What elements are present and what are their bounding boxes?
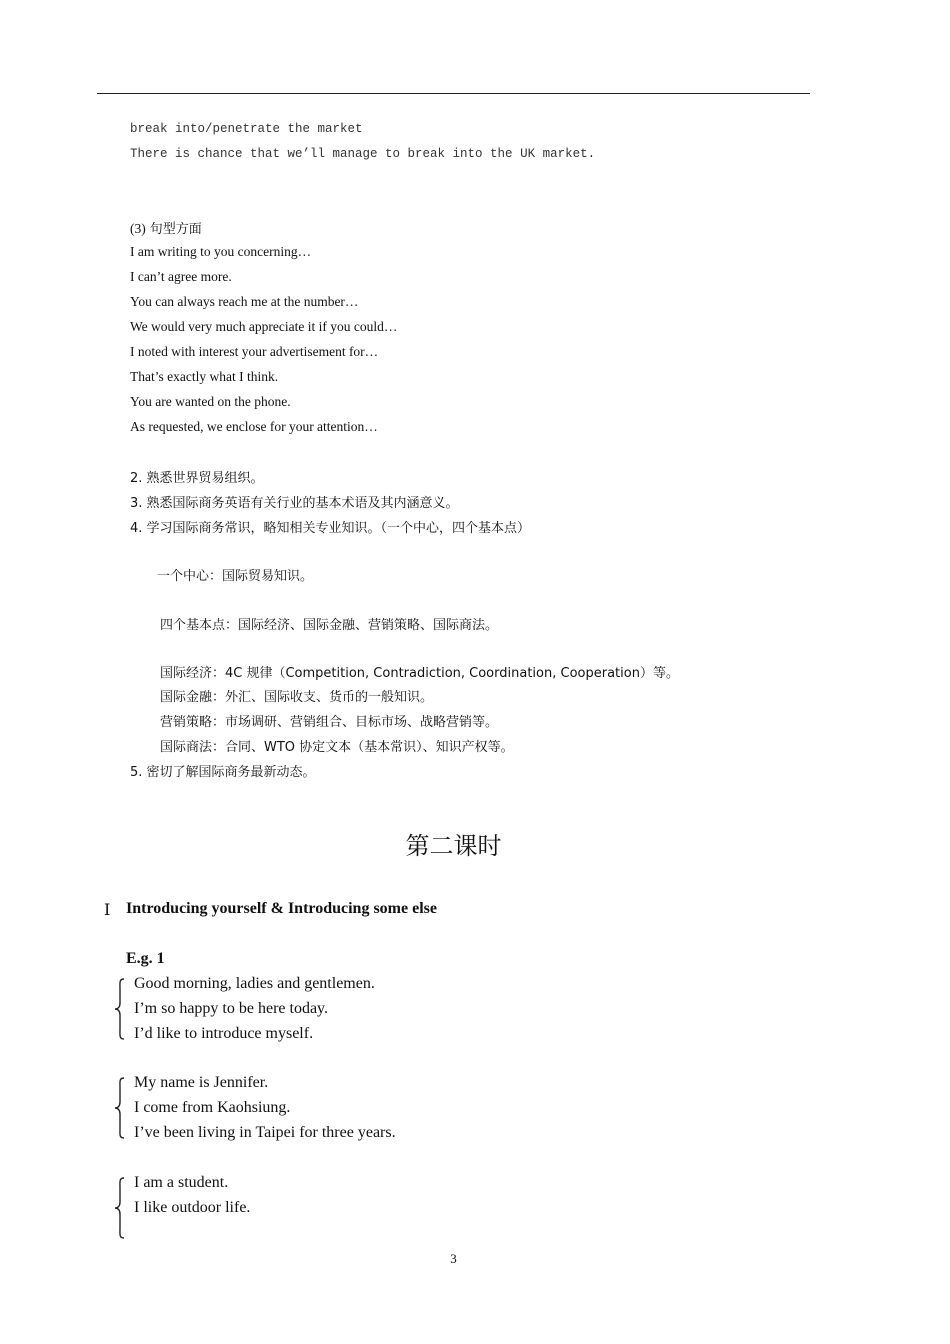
section-title: Introducing yourself & Introducing some else — [126, 900, 437, 917]
brace-group-1 — [113, 977, 127, 1041]
heading-number: (3) — [130, 221, 146, 236]
example-line: I come from Kaohsiung. — [134, 1099, 291, 1116]
vocab-example: There is chance that we’ll manage to break into the UK market. — [130, 147, 596, 161]
example-line: I am a student. — [134, 1174, 229, 1191]
example-line: I’d like to introduce myself. — [134, 1025, 314, 1042]
pattern-line: You can always reach me at the number… — [130, 294, 359, 309]
objective-item-2: 2. 熟悉世界贸易组织。 — [130, 471, 264, 486]
pattern-line: We would very much appreciate it if you could… — [130, 319, 398, 334]
page-number: 3 — [450, 1251, 457, 1266]
section-numeral: Ⅰ — [104, 902, 111, 919]
pattern-line: That’s exactly what I think. — [130, 369, 279, 384]
objective-item-4: 4. 学习国际商务常识，略知相关专业知识。（一个中心，四个基本点） — [130, 521, 531, 536]
pattern-line: I can’t agree more. — [130, 269, 232, 284]
example-label: E.g. 1 — [126, 950, 165, 967]
brace-group-2 — [113, 1076, 127, 1140]
heading-text: 句型方面 — [149, 222, 202, 237]
pattern-line: As requested, we enclose for your attention… — [130, 419, 378, 434]
pattern-line: You are wanted on the phone. — [130, 394, 291, 409]
vocab-phrase: break into/penetrate the market — [130, 122, 363, 136]
sentence-patterns-heading — [130, 218, 202, 238]
detail-economy: 国际经济：4C 规律（Competition, Contradiction, Coordination, Cooperation）等。 — [160, 666, 679, 681]
detail-marketing: 营销策略：市场调研、营销组合、目标市场、战略营销等。 — [160, 715, 499, 730]
detail-law: 国际商法：合同、WTO 协定文本（基本常识）、知识产权等。 — [160, 740, 514, 755]
pattern-line: I noted with interest your advertisement for… — [130, 344, 379, 359]
example-line: My name is Jennifer. — [134, 1074, 269, 1091]
one-center: 一个中心：国际贸易知识。 — [157, 569, 314, 584]
lesson-title: 第二课时 — [405, 832, 502, 860]
objective-item-5: 5. 密切了解国际商务最新动态。 — [130, 765, 316, 780]
pattern-line: I am writing to you concerning… — [130, 244, 312, 259]
brace-group-3 — [113, 1176, 127, 1240]
objective-item-3: 3. 熟悉国际商务英语有关行业的基本术语及其内涵意义。 — [130, 496, 459, 511]
example-line: I like outdoor life. — [134, 1199, 251, 1216]
example-line: Good morning, ladies and gentlemen. — [134, 975, 375, 992]
header-rule — [97, 93, 810, 94]
example-line: I’m so happy to be here today. — [134, 1000, 329, 1017]
detail-finance: 国际金融：外汇、国际收支、货币的一般知识。 — [160, 690, 434, 705]
example-line: I’ve been living in Taipei for three years. — [134, 1124, 396, 1141]
four-points: 四个基本点：国际经济、国际金融、营销策略、国际商法。 — [160, 618, 499, 633]
